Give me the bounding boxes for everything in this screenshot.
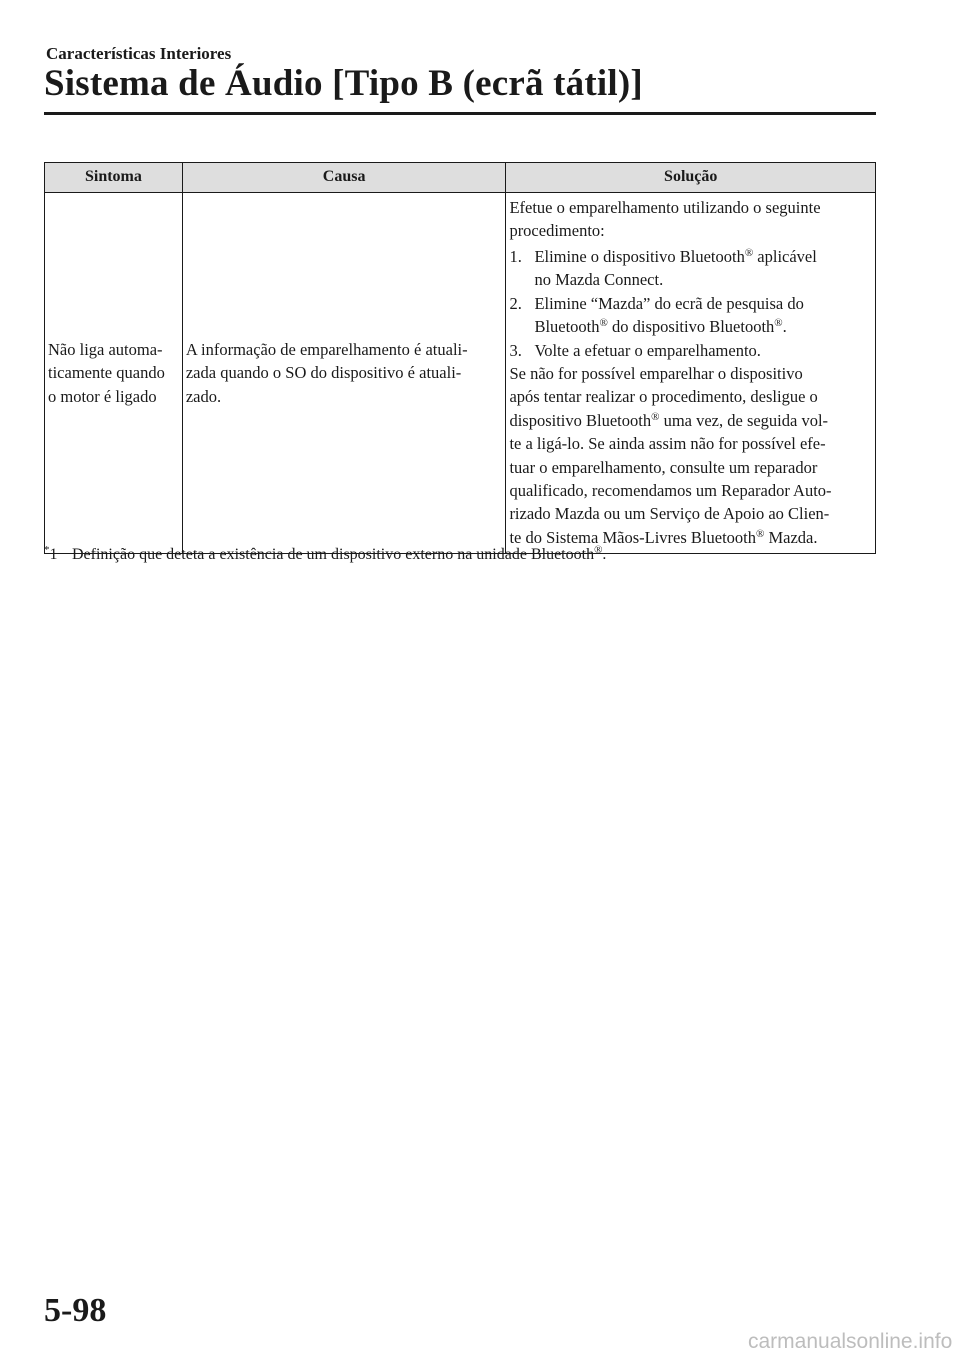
column-header-cause: Causa [182,163,506,193]
registered-mark: ® [651,410,660,423]
solution-outro-line: após tentar realizar o procedimento, desligue o [509,387,818,407]
registered-mark: ® [774,317,783,330]
symptom-line: ticamente quando [48,363,165,383]
registered-mark: ® [594,544,603,556]
cause-cell [182,193,506,554]
troubleshooting-table [44,162,876,554]
solution-outro-line: rizado Mazda ou um Serviço de Apoio ao Clien- [509,504,830,524]
footnote [44,546,606,564]
solution-outro-text: te do Sistema Mãos-Livres Bluetooth [509,527,756,547]
solution-outro-line: tuar o emparelhamento, consulte um reparador [509,457,818,477]
step-text: . [782,317,787,337]
table-header-row [45,163,876,193]
symptom-cell [45,193,183,554]
page-number: 5-98 [44,1292,107,1329]
section-heading: Características Interiores [46,44,232,63]
symptom-line: o motor é ligado [48,386,157,406]
watermark-text: carmanualsonline.info [748,1330,953,1353]
symptom-line: Não liga automa- [48,340,163,360]
step-text: aplicável [753,246,817,266]
solution-intro-line: Efetue o emparelhamento utilizando o seguinte [509,198,821,217]
solution-step [509,245,871,292]
solution-outro-line: qualificado, recomendamos um Reparador Auto- [509,481,832,501]
step-text: do dispositivo Bluetooth [607,317,775,337]
cause-line: A informação de emparelhamento é atuali- [185,340,468,360]
cause-line: zado. [185,386,222,406]
step-text: Elimine “Mazda” do ecrã de pesquisa do [534,293,804,313]
solution-step [509,292,871,339]
registered-mark: ® [599,317,608,330]
step-text: Volte a efetuar o emparelhamento. [534,340,761,360]
solution-step [509,339,871,362]
footnote-end: . [602,546,607,563]
column-header-solution: Solução [506,163,876,193]
registered-mark: ® [756,527,765,540]
solution-outro-text: uma vez, de seguida vol- [659,410,829,430]
solution-outro-text: dispositivo Bluetooth [509,410,652,430]
step-text: Elimine o dispositivo Bluetooth [534,246,745,266]
cause-line: zada quando o SO do dispositivo é atuali- [185,363,462,383]
table-row [45,193,876,554]
registered-mark: ® [744,246,754,259]
footnote-number: 1 [49,546,58,563]
footnote-text: Definição que deteta a existência de um dispositivo externo na unidade Bluetooth [72,546,595,563]
solution-cell [506,193,876,554]
solution-intro-line: procedimento: [509,221,605,241]
step-text: no Mazda Connect. [534,270,664,290]
column-header-symptom: Sintoma [45,163,183,193]
solution-outro-text: Mazda. [764,527,818,547]
footnote-asterisk: * [44,544,50,556]
solution-steps [509,245,871,362]
step-number: 3. [509,340,522,360]
solution-outro-line: Se não for possível emparelhar o dispositivo [509,363,803,383]
page-title: Sistema de Áudio [Tipo B (ecrã tátil)] [44,63,643,104]
step-number: 2. [509,293,522,313]
solution-outro-line: te a ligá-lo. Se ainda assim não for possível efe- [509,434,826,454]
step-text: Bluetooth [534,317,600,337]
step-number: 1. [509,246,522,266]
title-divider [44,112,876,115]
